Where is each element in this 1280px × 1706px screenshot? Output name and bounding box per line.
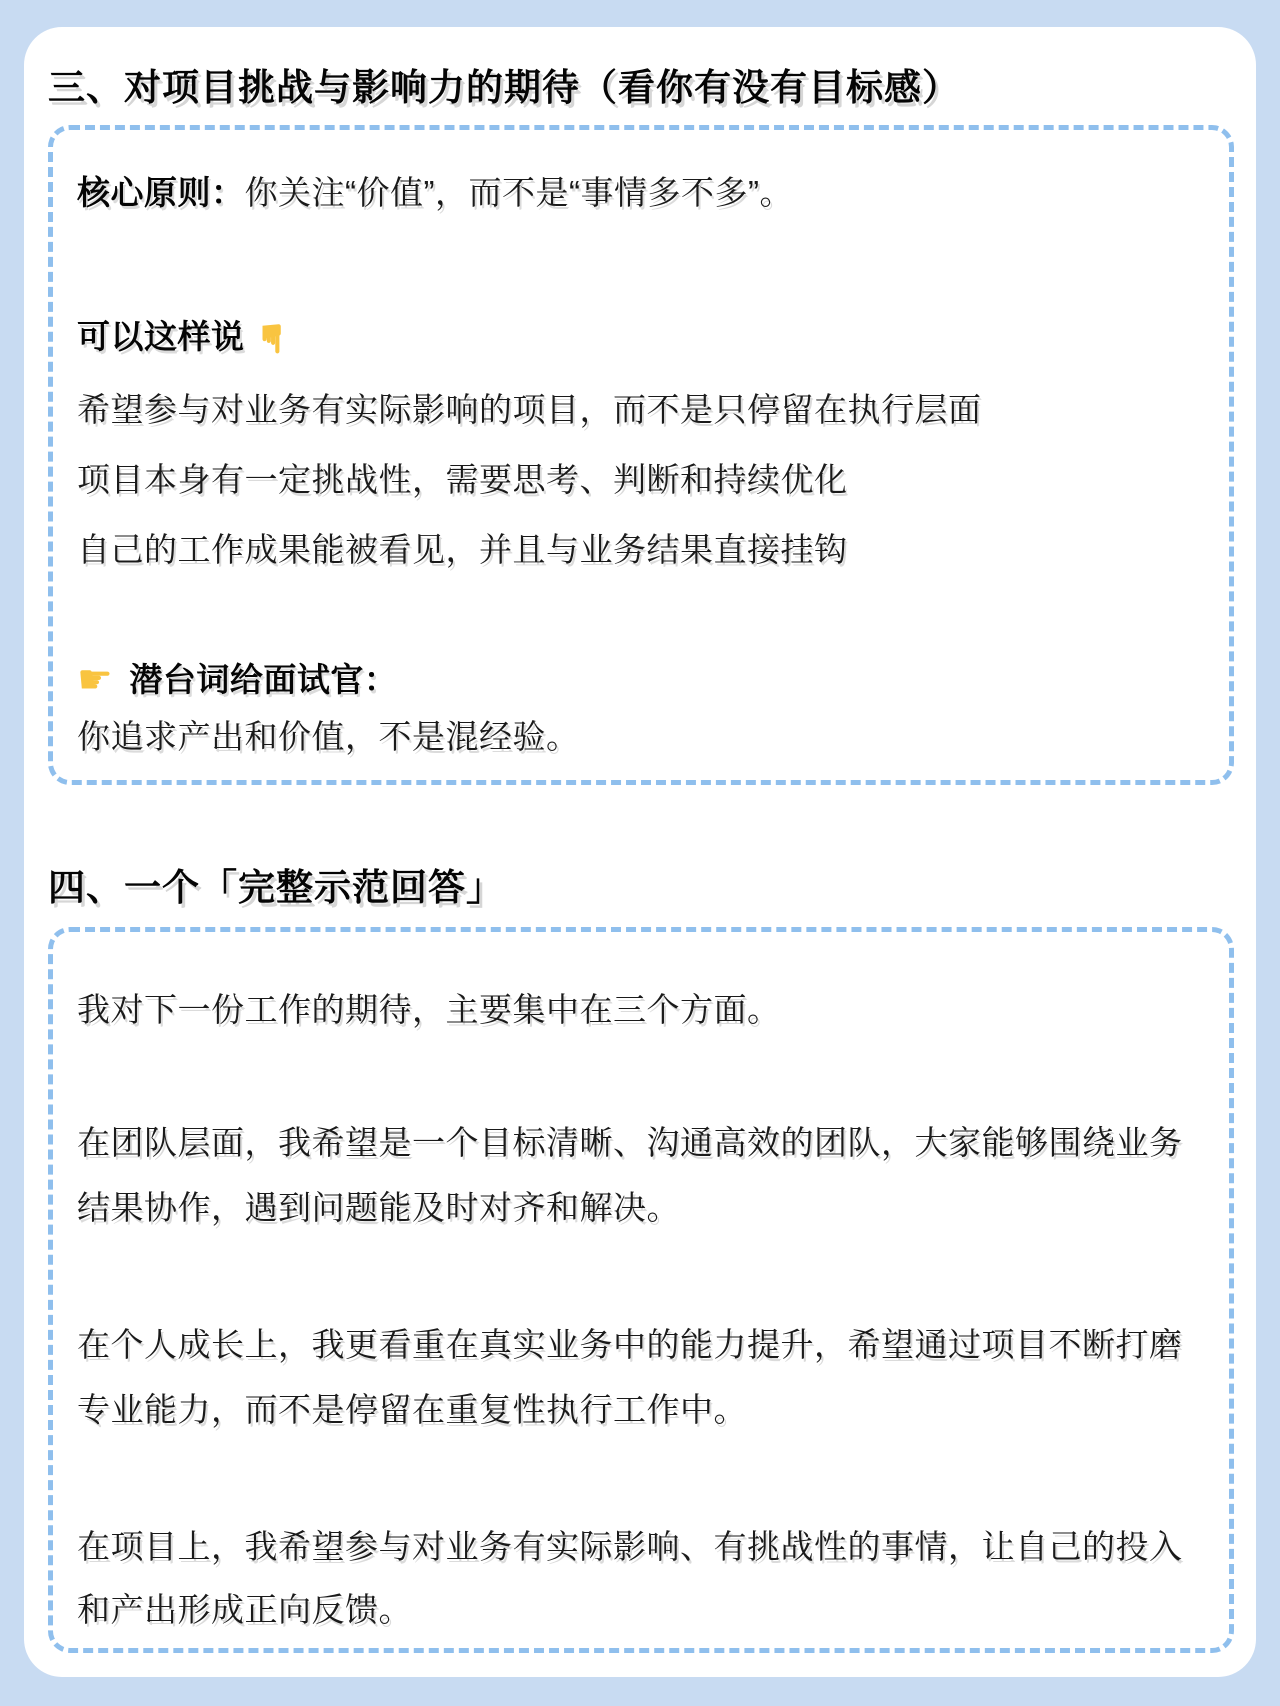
subtext-heading-line (77, 658, 397, 700)
answer-line: 在个人成长上，我更看重在真实业务中的能力提升，希望通过项目不断打磨 (77, 1326, 1183, 1363)
answer-line: 在团队层面，我希望是一个目标清晰、沟通高效的团队，大家能够围绕业务 (77, 1124, 1183, 1161)
answer-line: 结果协作，遇到问题能及时对齐和解决。 (77, 1189, 680, 1226)
say-this-label: 可以这样说 (77, 318, 245, 355)
say-this-line (77, 315, 293, 358)
section-three-box (48, 125, 1234, 785)
answer-line: 专业能力，而不是停留在重复性执行工作中。 (77, 1391, 747, 1428)
content-card (24, 27, 1256, 1677)
point-down-icon: ☛ (248, 320, 293, 358)
core-principle-text: 你关注“价值”，而不是“事情多不多”。 (244, 174, 793, 211)
core-principle-line (77, 173, 793, 213)
answer-line: 和产出形成正向反馈。 (77, 1591, 412, 1628)
subtext-text: 你追求产出和价值，不是混经验。 (77, 718, 580, 755)
section-three-heading: 三、对项目挑战与影响力的期待（看你有没有目标感） (48, 67, 960, 108)
answer-line: 我对下一份工作的期待，主要集中在三个方面。 (77, 991, 781, 1028)
point-line: 项目本身有一定挑战性，需要思考、判断和持续优化 (77, 461, 848, 498)
point-right-icon: ☛ (77, 658, 114, 702)
point-line: 自己的工作成果能被看见，并且与业务结果直接挂钩 (77, 531, 848, 568)
answer-line: 在项目上，我希望参与对业务有实际影响、有挑战性的事情，让自己的投入 (77, 1528, 1183, 1565)
section-four-heading: 四、一个「完整示范回答」 (48, 867, 504, 908)
subtext-label: 潜台词给面试官： (129, 661, 398, 698)
point-line: 希望参与对业务有实际影响的项目，而不是只停留在执行层面 (77, 391, 982, 428)
core-principle-label: 核心原则： (77, 174, 245, 211)
section-four-box (48, 927, 1234, 1653)
